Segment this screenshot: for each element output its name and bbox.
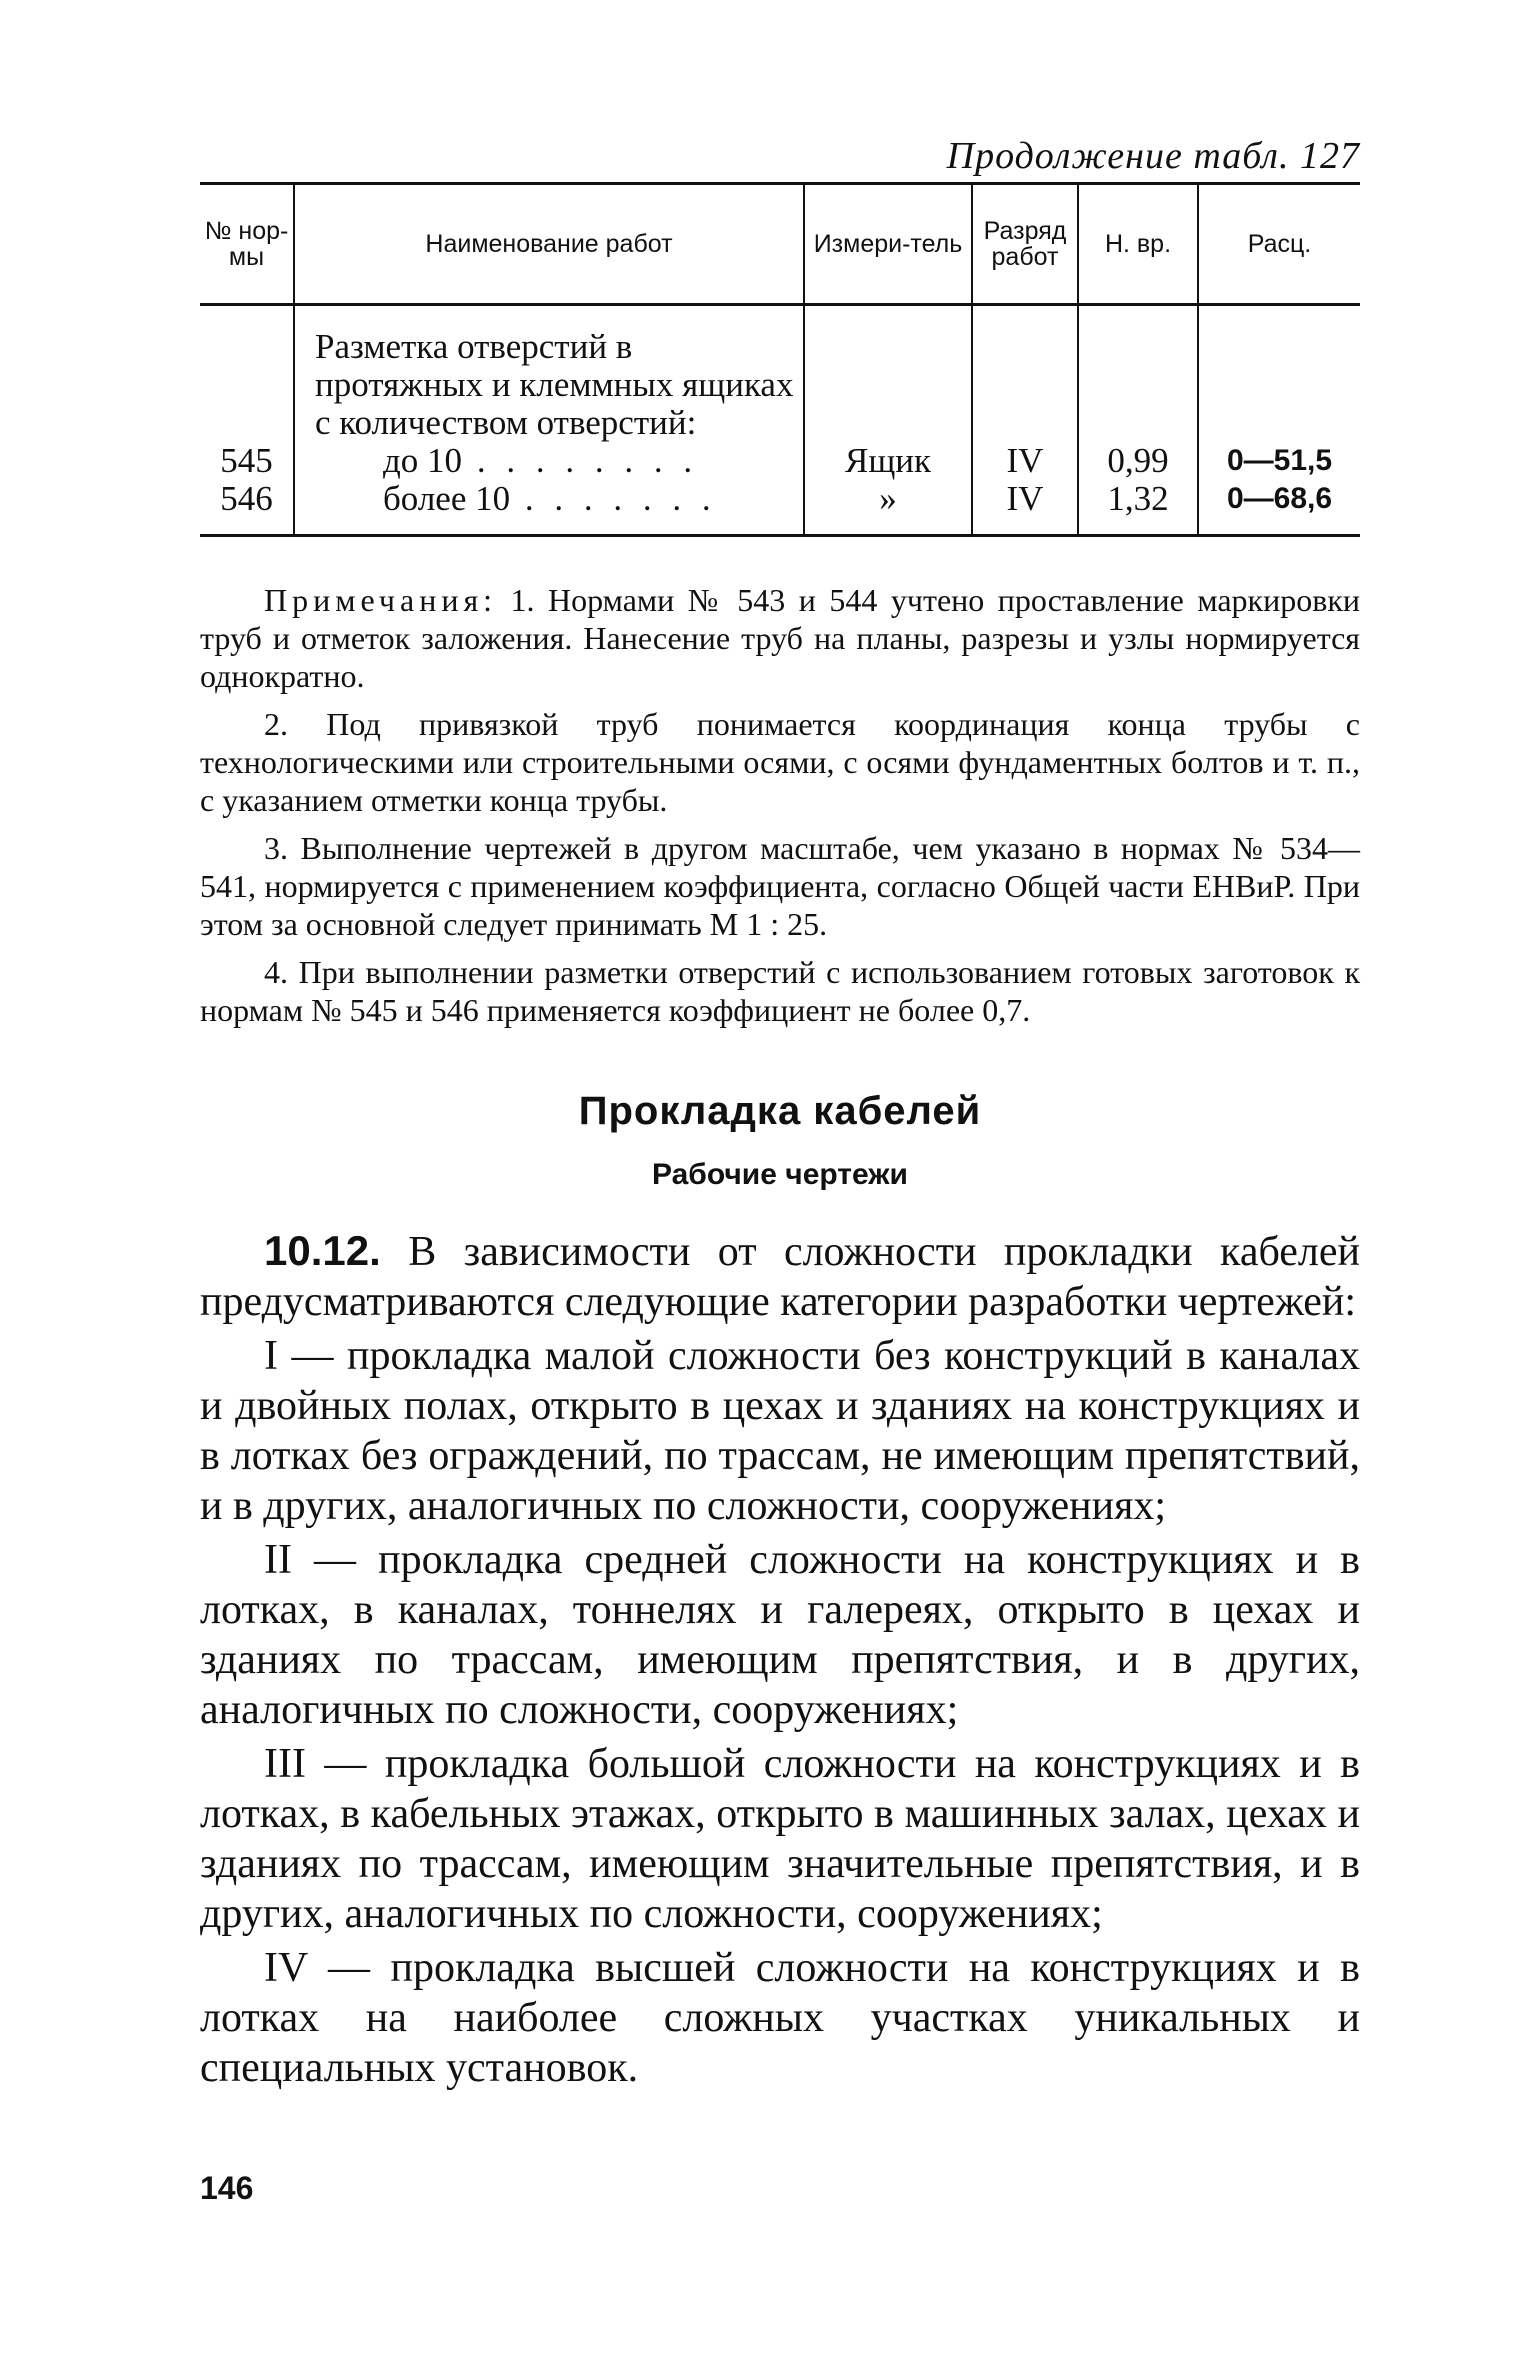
paragraph-category-1: I — прокладка малой сложности без конструкций в каналах и двойных полах, открыто в цехах и зданиях на конструкциях и в лотках без ограждений, по трассам, не имеющим препятствий, и в других, аналогичных по сложности, сооружениях;	[200, 1333, 1360, 1529]
col-header-rate: Расц.	[1198, 184, 1360, 305]
note-3: 3. Выполнение чертежей в другом масштабе, чем указано в нормах № 534—541, нормируется с применением коэффициента, согласно Общей части ЕНВиР. При этом за основной следует принимать М 1 : 25.	[200, 830, 1360, 942]
col-header-unit: Измери-тель	[804, 184, 972, 305]
table-row	[200, 305, 1360, 536]
table-header-row	[200, 184, 1360, 305]
notes	[200, 581, 1360, 1029]
cell-hours: 0,99 1,32	[1078, 305, 1198, 536]
page-number: 146	[200, 2170, 254, 2206]
norm-number: 545	[220, 441, 273, 480]
cell-name	[294, 305, 804, 536]
paragraph-category-2: II — прокладка средней сложности на конструкциях и в лотках, в каналах, тоннелях и галереях, открыто в цехах и зданиях по трассам, имеющим препятствия, и в других, аналогичных по сложности, сооружениях;	[200, 1537, 1360, 1733]
group-title: Разметка отверстий в протяжных и клеммных ящиках с количеством отверстий:	[315, 327, 794, 442]
cell-unit: Ящик »	[804, 305, 972, 536]
col-header-num: № нор-мы	[200, 184, 294, 305]
note-1: Примечания: 1. Нормами № 543 и 544 учтено проставление маркировки труб и отметок заложения. Нанесение труб на планы, разрезы и узлы нормируется однократно.	[200, 582, 1361, 694]
cell-rate: 0—51,5 0—68,6	[1198, 305, 1360, 536]
col-header-name: Наименование работ	[294, 184, 804, 305]
work-item: до 10 . . . . . . . .	[383, 441, 699, 480]
work-item: более 10 . . . . . . .	[383, 479, 717, 518]
norm-number: 546	[220, 479, 273, 518]
clause-number: 10.12.	[264, 1227, 381, 1274]
col-header-grade: Разряд работ	[972, 184, 1078, 305]
subsection-title: Рабочие чертежи	[651, 1158, 908, 1191]
note-4: 4. При выполнении разметки отверстий с использованием готовых заготовок к нормам № 545 и 546 применяется коэффициент не более 0,7.	[200, 954, 1360, 1028]
section-title: Прокладка кабелей	[578, 1089, 982, 1133]
notes-label: Примечания:	[264, 582, 498, 618]
paragraph-category-4: IV — прокладка высшей сложности на конструкциях и в лотках на наиболее сложных участках уникальных и специальных установок.	[200, 1945, 1360, 2091]
paragraph-category-3: III — прокладка большой сложности на конструкциях и в лотках, в кабельных этажах, открыто в машинных залах, цехах и зданиях по трассам, имеющим значительные препятствия, и в других, аналогичных по сложности, сооружениях;	[200, 1741, 1360, 1937]
page	[200, 130, 1360, 2097]
cell-num	[200, 305, 294, 536]
norms-table	[200, 182, 1360, 537]
note-2: 2. Под привязкой труб понимается координация конца трубы с технологическими или строительными осями, с осями фундаментных болтов и т. п., с указанием отметки конца трубы.	[200, 706, 1360, 818]
table-continuation-title: Продолжение табл. 127	[946, 135, 1360, 177]
cell-grade: IV IV	[972, 305, 1078, 536]
paragraph-intro: 10.12. В зависимости от сложности прокладки кабелей предусматриваются следующие категории разработки чертежей:	[200, 1227, 1360, 1325]
col-header-hours: Н. вр.	[1078, 184, 1198, 305]
body-text	[200, 1226, 1360, 2093]
